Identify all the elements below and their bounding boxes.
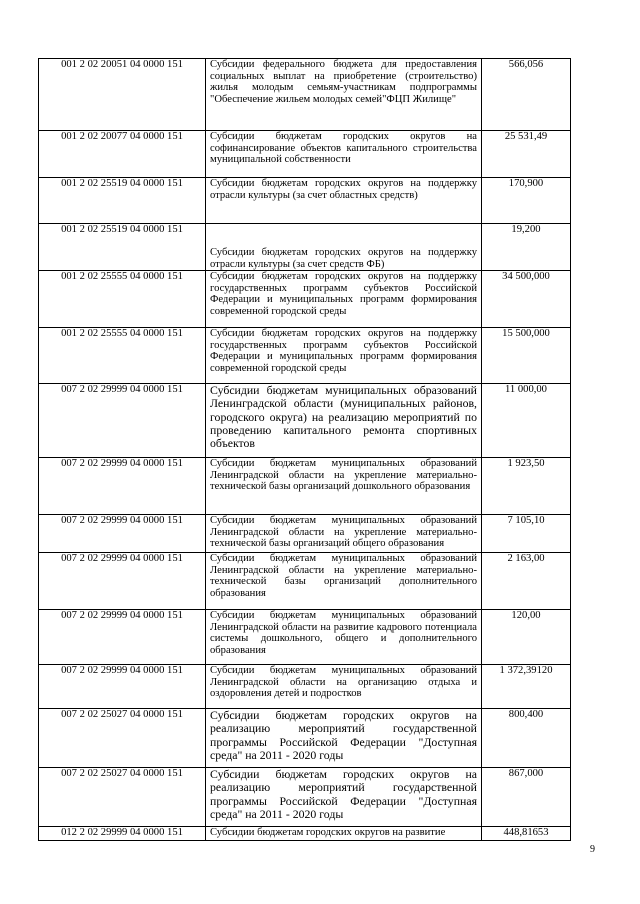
budget-code-cell: 007 2 02 29999 04 0000 151 (39, 610, 206, 665)
budget-code-cell: 001 2 02 25555 04 0000 151 (39, 271, 206, 328)
description-cell: Субсидии бюджетам муниципальных образований Ленинградской области на укрепление материально-технической базы организаций общего образования (206, 515, 482, 553)
budget-code-cell: 007 2 02 25027 04 0000 151 (39, 709, 206, 768)
table-row (39, 515, 571, 553)
description-cell: Субсидии бюджетам городских округов на поддержку отрасли культуры (за счет областных средств) (206, 178, 482, 224)
amount-cell: 19,200 (482, 224, 571, 271)
amount-cell: 1 923,50 (482, 458, 571, 515)
description-cell: Субсидии бюджетам городских округов на реализацию мероприятий государственной программы Российской Федерации "Доступная среда" на 2011 - 2020 годы (206, 709, 482, 768)
amount-cell: 170,900 (482, 178, 571, 224)
description-cell: Субсидии бюджетам городских округов на развитие (206, 827, 482, 841)
description-cell: Субсидии бюджетам городских округов на поддержку государственных программ субъектов Российской Федерации и муниципальных программ формирования современной городской среды (206, 271, 482, 328)
description-cell: Субсидии бюджетам городских округов на поддержку государственных программ субъектов Российской Федерации и муниципальных программ формирования современной городской среды (206, 328, 482, 384)
description-cell: Субсидии бюджетам городских округов на реализацию мероприятий государственной программы Российской Федерации "Доступная среда" на 2011 - 2020 годы (206, 768, 482, 827)
amount-cell: 11 000,00 (482, 384, 571, 458)
budget-code-cell: 012 2 02 29999 04 0000 151 (39, 827, 206, 841)
table-row (39, 709, 571, 768)
budget-code-cell: 007 2 02 29999 04 0000 151 (39, 553, 206, 610)
page-number: 9 (590, 844, 595, 855)
table-row (39, 131, 571, 178)
description-cell: Субсидии федерального бюджета для предоставления социальных выплат на приобретение (строительство) жилья молодым семьям-участникам подпрограммы "Обеспечение жильем молодых семей"ФЦП Жилище" (206, 59, 482, 131)
table-row (39, 553, 571, 610)
amount-cell: 2 163,00 (482, 553, 571, 610)
budget-code-cell: 001 2 02 25555 04 0000 151 (39, 328, 206, 384)
table-row (39, 271, 571, 328)
budget-code-cell: 007 2 02 29999 04 0000 151 (39, 665, 206, 709)
table-row (39, 768, 571, 827)
amount-cell: 120,00 (482, 610, 571, 665)
description-cell: Субсидии бюджетам муниципальных образований Ленинградской области на укрепление материально-технической базы организаций дошкольного образования (206, 458, 482, 515)
amount-cell: 7 105,10 (482, 515, 571, 553)
budget-code-cell: 001 2 02 20051 04 0000 151 (39, 59, 206, 131)
budget-code-cell: 007 2 02 29999 04 0000 151 (39, 458, 206, 515)
amount-cell: 566,056 (482, 59, 571, 131)
budget-code-cell: 001 2 02 20077 04 0000 151 (39, 131, 206, 178)
amount-cell: 15 500,000 (482, 328, 571, 384)
amount-cell: 25 531,49 (482, 131, 571, 178)
description-cell: Субсидии бюджетам муниципальных образований Ленинградской области (муниципальных районов, городского округа) на реализацию мероприятий по проведению капитального ремонта спортивных объектов (206, 384, 482, 458)
description-cell: Субсидии бюджетам муниципальных образований Ленинградской области на организацию отдыха и оздоровления детей и подростков (206, 665, 482, 709)
table-row (39, 328, 571, 384)
table-row (39, 827, 571, 841)
budget-code-cell: 001 2 02 25519 04 0000 151 (39, 224, 206, 271)
budget-code-cell: 001 2 02 25519 04 0000 151 (39, 178, 206, 224)
table-row (39, 458, 571, 515)
amount-cell: 34 500,000 (482, 271, 571, 328)
amount-cell: 448,81653 (482, 827, 571, 841)
budget-code-cell: 007 2 02 29999 04 0000 151 (39, 515, 206, 553)
amount-cell: 867,000 (482, 768, 571, 827)
table-row (39, 610, 571, 665)
budget-code-cell: 007 2 02 25027 04 0000 151 (39, 768, 206, 827)
description-cell: Субсидии бюджетам городских округов на поддержку отрасли культуры (за счет средств ФБ) (206, 224, 482, 271)
table-row (39, 59, 571, 131)
table-row (39, 224, 571, 271)
table-row (39, 178, 571, 224)
description-cell: Субсидии бюджетам городских округов на софинансирование объектов капитального строительства муниципальной собственности (206, 131, 482, 178)
amount-cell: 800,400 (482, 709, 571, 768)
description-cell: Субсидии бюджетам муниципальных образований Ленинградской области на укрепление материально-технической базы организаций дополнительного образования (206, 553, 482, 610)
amount-cell: 1 372,39120 (482, 665, 571, 709)
table-row (39, 665, 571, 709)
table-row (39, 384, 571, 458)
budget-code-cell: 007 2 02 29999 04 0000 151 (39, 384, 206, 458)
description-cell: Субсидии бюджетам муниципальных образований Ленинградской области на развитие кадрового потенциала системы дошкольного, общего и дополнительного образования (206, 610, 482, 665)
revenue-table (38, 58, 571, 841)
